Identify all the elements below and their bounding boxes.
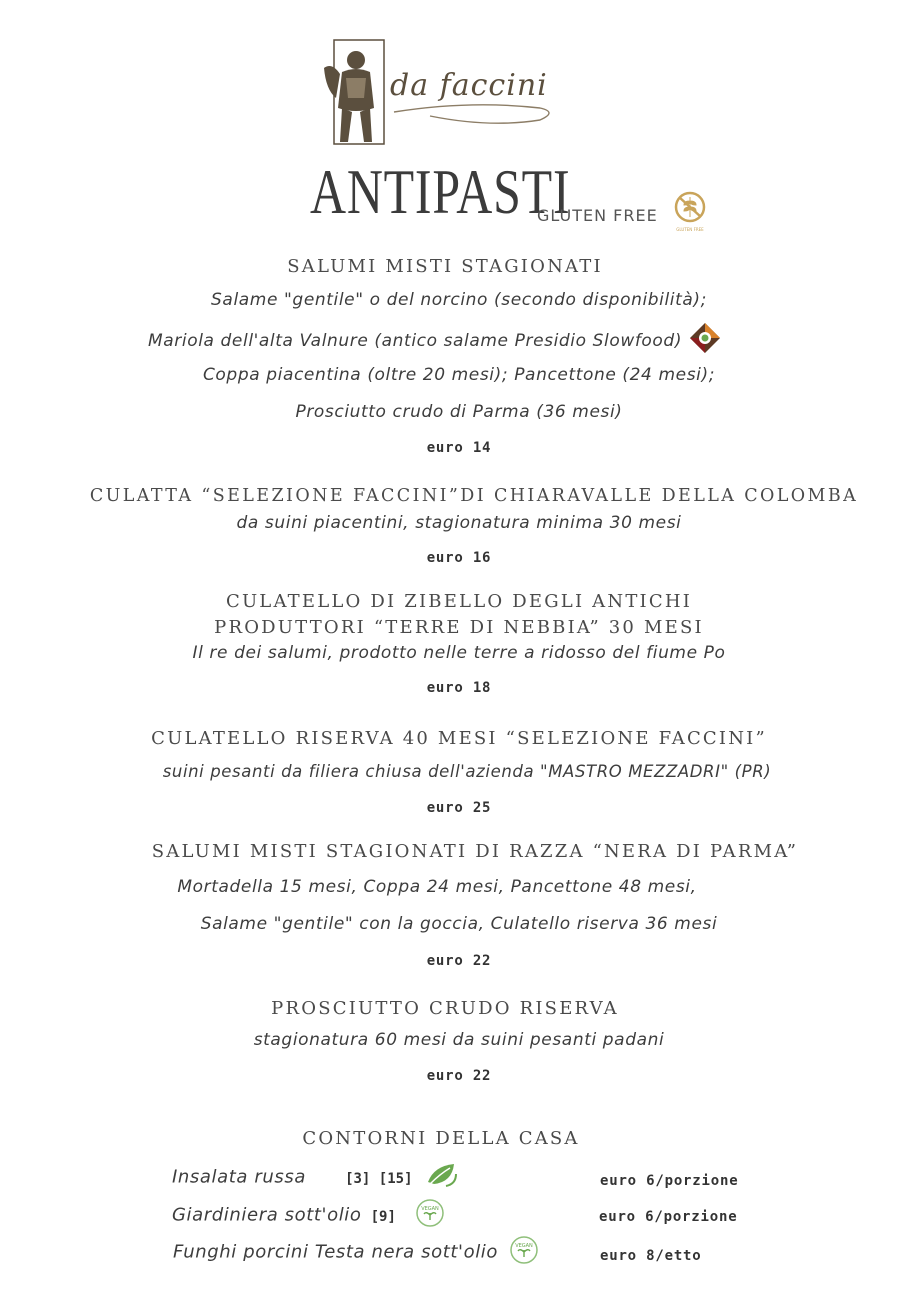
item-line: Coppa piacentina (oltre 20 mesi); Pancettone (24 mesi); bbox=[202, 365, 716, 385]
gluten-free-badge-text: GLUTEN FREE bbox=[676, 227, 704, 232]
page-title: ANTIPASTI bbox=[310, 156, 571, 227]
contorni-price: euro 6/porzione bbox=[599, 1209, 738, 1225]
item-price: euro 14 bbox=[426, 440, 492, 456]
logo bbox=[320, 38, 560, 148]
item-line: Mariola dell'alta Valnure (antico salame Presidio Slowfood) bbox=[148, 331, 683, 351]
contorni-price: euro 6/porzione bbox=[600, 1173, 739, 1189]
contorni-row bbox=[172, 1204, 445, 1228]
item-line: stagionatura 60 mesi da suini pesanti padani bbox=[253, 1030, 665, 1050]
item-heading: CULATELLO DI ZIBELLO DEGLI ANTICHI bbox=[225, 591, 693, 612]
item-price: euro 25 bbox=[426, 800, 492, 816]
vegan-icon bbox=[415, 1198, 445, 1228]
slowfood-presidio-icon bbox=[688, 321, 722, 355]
item-heading: SALUMI MISTI STAGIONATI bbox=[287, 256, 603, 277]
leaf-icon bbox=[424, 1160, 460, 1190]
item-line: suini pesanti da filiera chiusa dell'azienda "MASTRO MEZZADRI" (PR) bbox=[162, 762, 772, 781]
item-line: da suini piacentini, stagionatura minima 30 mesi bbox=[236, 513, 682, 533]
vegan-icon bbox=[509, 1235, 539, 1265]
contorni-name: Giardiniera sott'olio bbox=[172, 1204, 362, 1226]
item-line: Mortadella 15 mesi, Coppa 24 mesi, Pancettone 48 mesi, bbox=[177, 877, 697, 897]
item-price: euro 18 bbox=[426, 680, 492, 696]
logo-figure-icon bbox=[320, 38, 390, 148]
brand-name: da faccini bbox=[390, 68, 548, 103]
item-price: euro 22 bbox=[426, 1068, 492, 1084]
item-heading: PROSCIUTTO CRUDO RISERVA bbox=[271, 998, 619, 1019]
gluten-free-icon bbox=[672, 191, 708, 223]
item-heading: CULATTA “SELEZIONE FACCINI”DI CHIARAVALLE DELLA COLOMBA bbox=[89, 486, 859, 506]
contorni-row bbox=[173, 1241, 539, 1265]
item-price: euro 16 bbox=[426, 550, 492, 566]
contorni-row bbox=[172, 1166, 460, 1190]
contorni-heading: CONTORNI DELLA CASA bbox=[302, 1128, 580, 1149]
contorni-name: Funghi porcini Testa nera sott'olio bbox=[173, 1241, 499, 1263]
vegan-icon-label: VEGAN bbox=[515, 1243, 533, 1249]
item-line: Salame "gentile" o del norcino (secondo disponibilità); bbox=[211, 290, 707, 310]
item-heading: SALUMI MISTI STAGIONATI DI RAZZA “NERA DI PARMA” bbox=[151, 841, 799, 862]
item-line: Il re dei salumi, prodotto nelle terre a ridosso del fiume Po bbox=[192, 643, 726, 663]
contorni-price: euro 8/etto bbox=[600, 1248, 702, 1264]
contorni-tags: [3] [15] bbox=[345, 1170, 413, 1187]
item-heading-continued: PRODUTTORI “TERRE DI NEBBIA” 30 MESI bbox=[214, 617, 704, 638]
item-line: Prosciutto crudo di Parma (36 mesi) bbox=[295, 402, 623, 422]
item-line-slowfood bbox=[148, 327, 722, 355]
gluten-free-label: GLUTEN FREE bbox=[537, 206, 658, 225]
item-price: euro 22 bbox=[426, 953, 492, 969]
gluten-free-badge bbox=[672, 191, 708, 231]
brand-underline-icon bbox=[390, 98, 560, 128]
item-line: Salame "gentile" con la goccia, Culatello riserva 36 mesi bbox=[200, 914, 718, 934]
vegan-icon-label: VEGAN bbox=[421, 1206, 439, 1212]
contorni-tags: [9] bbox=[370, 1208, 396, 1225]
contorni-name: Insalata russa bbox=[172, 1166, 306, 1188]
item-heading: CULATELLO RISERVA 40 MESI “SELEZIONE FACCINI” bbox=[151, 728, 767, 749]
